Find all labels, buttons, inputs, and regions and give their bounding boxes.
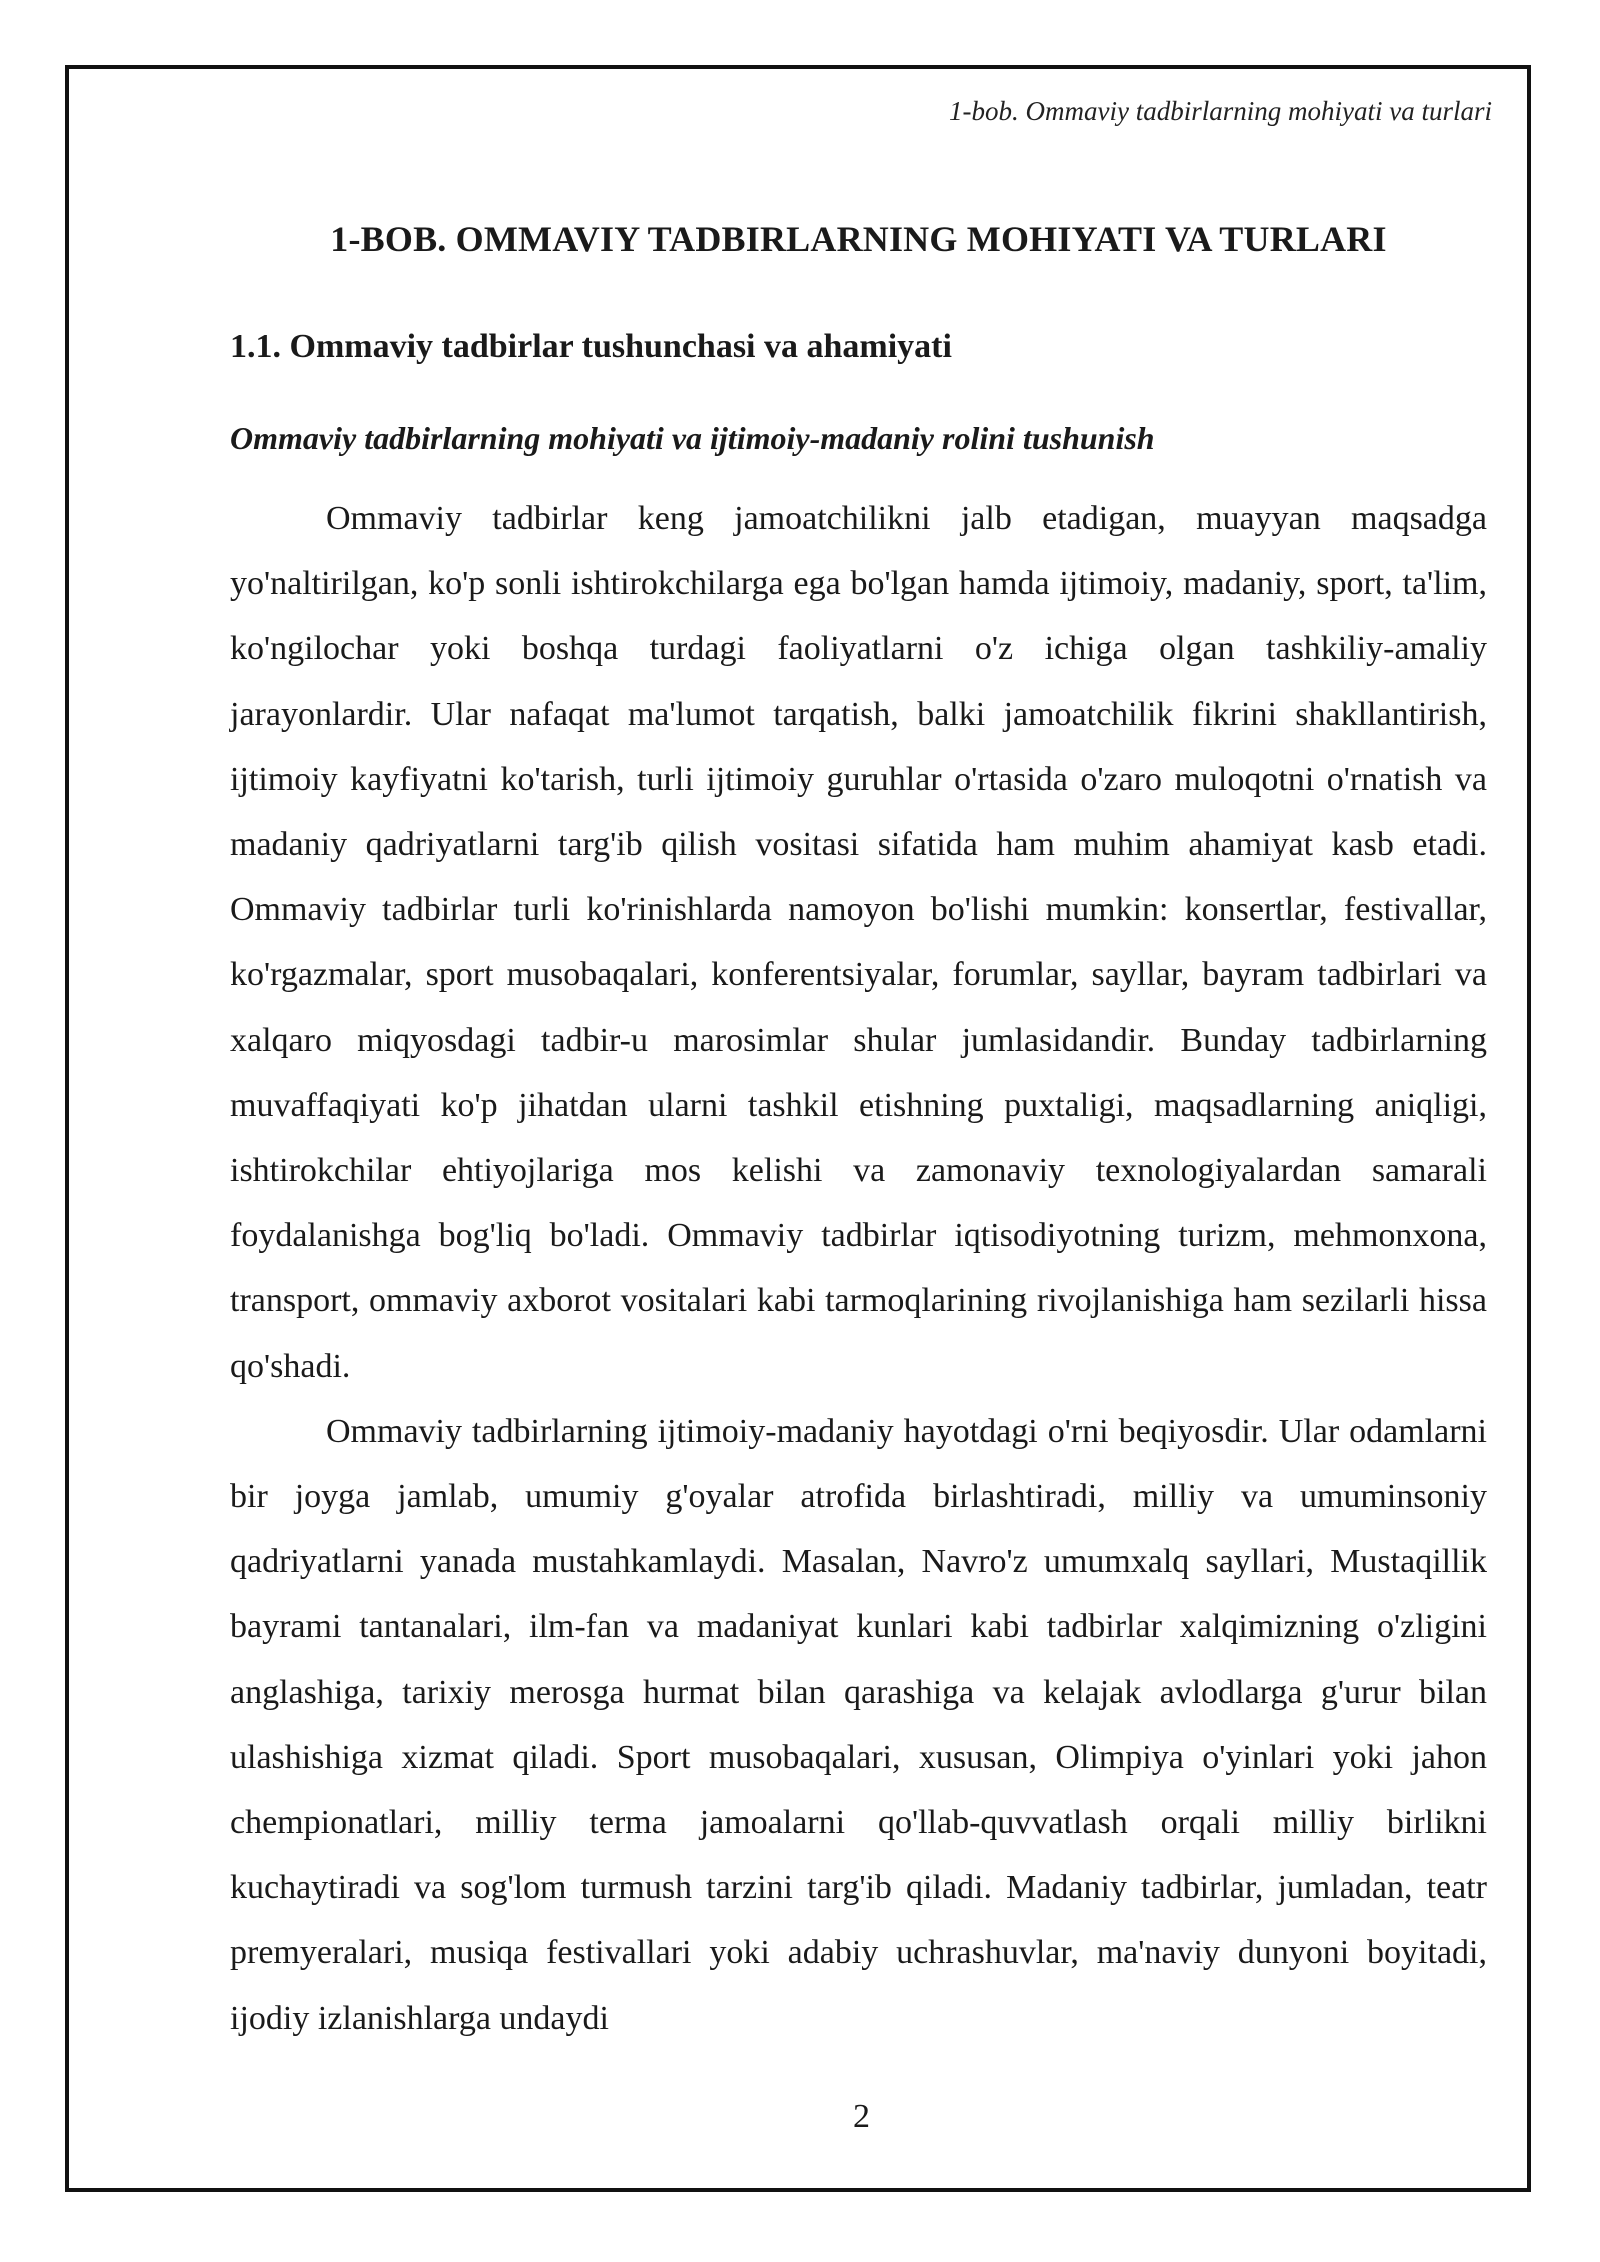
paragraph-1: Ommaviy tadbirlar keng jamoatchilikni jalb etadigan, muayyan maqsadga yo'naltirilgan, ko'p sonli ishtirokchilarga ega bo'lgan hamda ijtimoiy, madaniy, sport, ta'lim, ko'ngilochar yoki boshqa turdagi faoliyatlarni o'z ichiga olgan tashkiliy-amaliy jarayonlardir. Ular nafaqat ma'lumot tarqatish, balki jamoatchilik fikrini shakllantirish, ijtimoiy kayfiyatni ko'tarish, turli ijtimoiy guruhlar o'rtasida o'zaro muloqotni o'rnatish va madaniy qadriyatlarni targ'ib qilish vositasi sifatida ham muhim ahamiyat kasb etadi. Ommaviy tadbirlar turli ko'rinishlarda namoyon bo'lishi mumkin: konsertlar, festivallar, ko'rgazmalar, sport musobaqalari, konferentsiyalar, forumlar, sayllar, bayram tadbirlari va xalqaro miqyosdagi tadbir-u marosimlar shular jumlasidandir. Bunday tadbirlarning muvaffaqiyati ko'p jihatdan ularni tashkil etishning puxtaligi, maqsadlarning aniqligi, ishtirokchilar ehtiyojlariga mos kelishi va zamonaviy texnologiyalardan samarali foydalanishga bog'liq bo'ladi. Ommaviy tadbirlar iqtisodiyotning turizm, mehmonxona, transport, ommaviy axborot vositalari kabi tarmoqlarining rivojlanishiga ham sezilarli hissa qo'shadi.	[230, 500, 1487, 1385]
chapter-title: 1-BOB. OMMAVIY TADBIRLARNING MOHIYATI VA TURLARI	[330, 219, 1387, 259]
page-number: 2	[853, 2098, 870, 2135]
subsection-title: Ommaviy tadbirlarning mohiyati va ijtimoiy-madaniy rolini tushunish	[230, 420, 1155, 456]
section-title: 1.1. Ommaviy tadbirlar tushunchasi va ahamiyati	[230, 328, 952, 365]
body-text	[230, 486, 1487, 2051]
paragraph-2: Ommaviy tadbirlarning ijtimoiy-madaniy hayotdagi o'rni beqiyosdir. Ular odamlarni bir joyga jamlab, umumiy g'oyalar atrofida birlashtiradi, milliy va umuminsoniy qadriyatlarni yanada mustahkamlaydi. Masalan, Navro'z umumxalq sayllari, Mustaqillik bayrami tantanalari, ilm-fan va madaniyat kunlari kabi tadbirlar xalqimizning o'zligini anglashiga, tarixiy merosga hurmat bilan qarashiga va kelajak avlodlarga g'urur bilan ulashishiga xizmat qiladi. Sport musobaqalari, xususan, Olimpiya o'yinlari yoki jahon chempionatlari, milliy terma jamoalarni qo'llab-quvvatlash orqali milliy birlikni kuchaytiradi va sog'lom turmush tarzini targ'ib qiladi. Madaniy tadbirlar, jumladan, teatr premyeralari, musiqa festivallari yoki adabiy uchrashuvlar, ma'naviy dunyoni boyitadi, ijodiy izlanishlarga undaydi	[230, 1412, 1487, 2037]
running-header: 1-bob. Ommaviy tadbirlarning mohiyati va turlari	[949, 96, 1492, 126]
